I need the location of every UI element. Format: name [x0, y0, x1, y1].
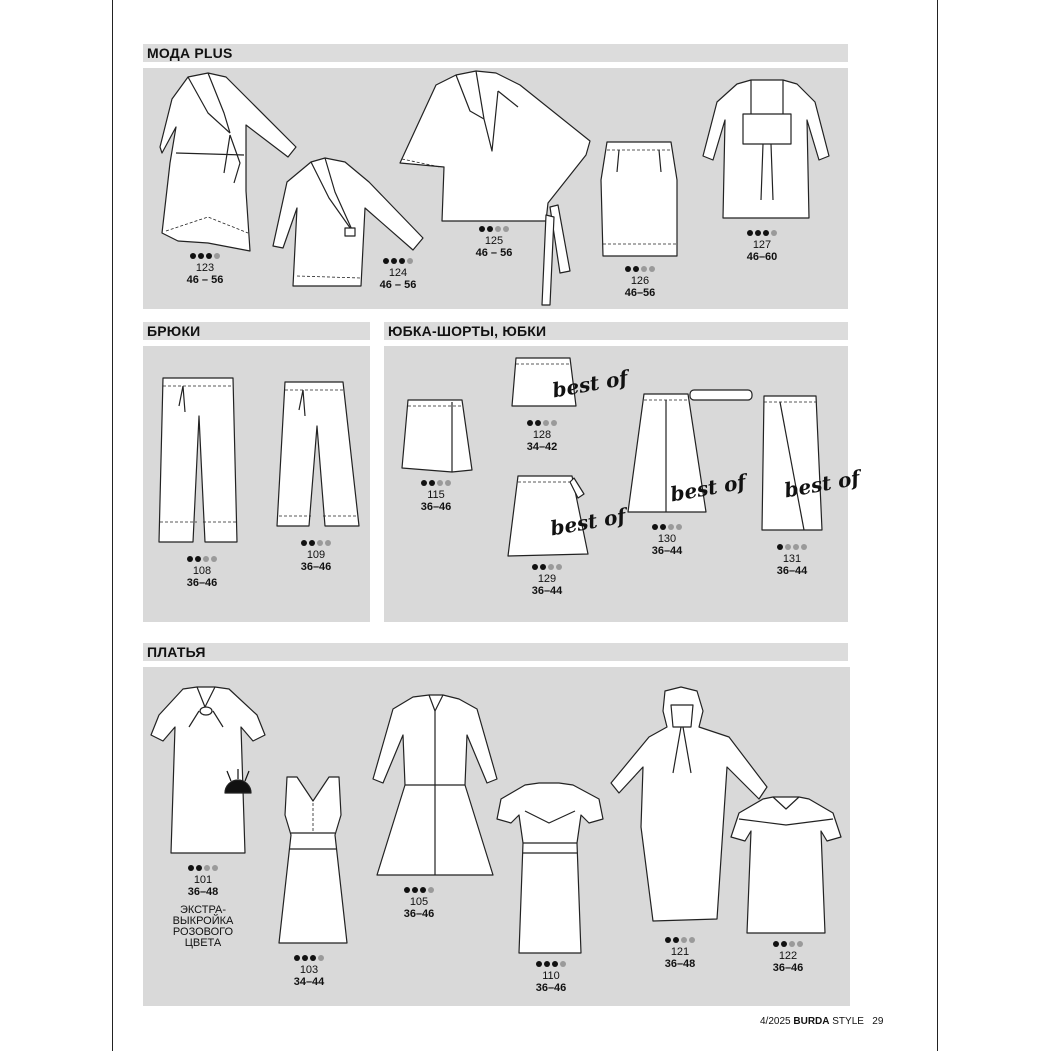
size-range: 36–46 [300, 561, 332, 573]
pattern-item-126[interactable] [605, 266, 675, 299]
difficulty-dot-icon [544, 961, 550, 967]
difficulty-dot-icon [302, 955, 308, 961]
difficulty-dot-icon [789, 941, 795, 947]
difficulty-dot-icon [309, 540, 315, 546]
difficulty-dot-icon [535, 420, 541, 426]
difficulty-dot-icon [552, 961, 558, 967]
difficulty-dot-icon [625, 266, 631, 272]
pattern-item-101[interactable] [168, 865, 238, 898]
difficulty-dot-icon [294, 955, 300, 961]
difficulty-dot-icon [203, 556, 209, 562]
extra-pattern-note: ЭКСТРА- ВЫКРОЙКА РОЗОВОГО ЦВЕТА [172, 904, 234, 949]
brand-name: BURDA [793, 1016, 830, 1027]
difficulty-dot-icon [428, 887, 434, 893]
size-range: 36–48 [187, 886, 219, 898]
difficulty-dots [727, 230, 797, 238]
difficulty-dot-icon [195, 556, 201, 562]
garment-sketch-122 [729, 797, 843, 937]
difficulty-dots [512, 564, 582, 572]
difficulty-dot-icon [206, 253, 212, 259]
garment-sketch-127 [703, 80, 833, 220]
difficulty-dots [168, 865, 238, 873]
model-number: 110 [542, 970, 560, 982]
difficulty-dots [459, 226, 529, 234]
pattern-item-121[interactable] [645, 937, 715, 970]
pattern-item-110[interactable] [516, 961, 586, 994]
difficulty-dot-icon [777, 544, 783, 550]
model-number: 131 [782, 553, 802, 565]
difficulty-dot-icon [660, 524, 666, 530]
section-title-platya: ПЛАТЬЯ [143, 643, 848, 661]
difficulty-dot-icon [188, 865, 194, 871]
model-number: 101 [193, 874, 213, 886]
difficulty-dot-icon [503, 226, 509, 232]
model-number: 115 [427, 489, 445, 501]
size-range: 36–46 [403, 908, 435, 920]
difficulty-dots [401, 480, 471, 488]
difficulty-dot-icon [689, 937, 695, 943]
pattern-item-125[interactable] [459, 226, 529, 259]
model-number: 129 [537, 573, 557, 585]
difficulty-dot-icon [665, 937, 671, 943]
difficulty-dot-icon [785, 544, 791, 550]
best-of-badge: best of [668, 469, 748, 507]
garment-sketch-109 [277, 380, 361, 530]
difficulty-dot-icon [487, 226, 493, 232]
difficulty-dot-icon [391, 258, 397, 264]
difficulty-dot-icon [773, 941, 779, 947]
pattern-item-103[interactable] [274, 955, 344, 988]
model-number: 130 [657, 533, 677, 545]
page-edge-left [112, 0, 113, 1051]
size-range: 46–56 [624, 287, 656, 299]
difficulty-dot-icon [747, 230, 753, 236]
difficulty-dot-icon [212, 865, 218, 871]
difficulty-dot-icon [420, 887, 426, 893]
best-of-badge: best of [548, 503, 628, 541]
difficulty-dot-icon [801, 544, 807, 550]
model-number: 108 [192, 565, 212, 577]
difficulty-dot-icon [781, 941, 787, 947]
difficulty-dot-icon [668, 524, 674, 530]
pattern-item-109[interactable] [281, 540, 351, 573]
difficulty-dots [507, 420, 577, 428]
model-number: 121 [670, 946, 690, 958]
model-number: 128 [532, 429, 552, 441]
difficulty-dot-icon [198, 253, 204, 259]
pattern-item-123[interactable] [170, 253, 240, 286]
difficulty-dot-icon [551, 420, 557, 426]
difficulty-dot-icon [548, 564, 554, 570]
page-edge-right [937, 0, 938, 1051]
panel-bryuki [143, 346, 370, 622]
garment-sketch-105 [369, 695, 499, 879]
garment-sketch-103 [277, 775, 349, 945]
difficulty-dot-icon [649, 266, 655, 272]
difficulty-dot-icon [755, 230, 761, 236]
difficulty-dots [170, 253, 240, 261]
difficulty-dot-icon [325, 540, 331, 546]
difficulty-dots [757, 544, 827, 552]
difficulty-dot-icon [310, 955, 316, 961]
difficulty-dot-icon [543, 420, 549, 426]
model-number: 127 [752, 239, 772, 251]
section-title-skirts: ЮБКА-ШОРТЫ, ЮБКИ [384, 322, 848, 340]
size-range: 34–42 [526, 441, 558, 453]
difficulty-dot-icon [540, 564, 546, 570]
page-number: 29 [872, 1016, 884, 1027]
difficulty-dot-icon [681, 937, 687, 943]
difficulty-dot-icon [676, 524, 682, 530]
issue-number: 4/2025 [760, 1016, 791, 1027]
panel-moda-plus [143, 68, 848, 309]
garment-sketch-115 [402, 398, 472, 474]
difficulty-dot-icon [301, 540, 307, 546]
difficulty-dot-icon [532, 564, 538, 570]
pattern-item-115[interactable] [401, 480, 471, 513]
difficulty-dots [516, 961, 586, 969]
difficulty-dot-icon [560, 961, 566, 967]
pattern-item-131[interactable] [757, 544, 827, 577]
difficulty-dot-icon [421, 480, 427, 486]
best-of-badge: best of [550, 365, 630, 403]
size-range: 36–46 [772, 962, 804, 974]
difficulty-dots [605, 266, 675, 274]
size-range: 46 – 56 [186, 274, 224, 286]
panel-skirts [384, 346, 862, 622]
brand-suffix: STYLE [832, 1016, 864, 1027]
difficulty-dot-icon [633, 266, 639, 272]
size-range: 36–48 [664, 958, 696, 970]
pattern-item-122[interactable] [753, 941, 823, 974]
model-number: 122 [778, 950, 798, 962]
difficulty-dot-icon [211, 556, 217, 562]
difficulty-dot-icon [527, 420, 533, 426]
difficulty-dot-icon [797, 941, 803, 947]
section-title-bryuki: БРЮКИ [143, 322, 370, 340]
model-number: 109 [306, 549, 326, 561]
difficulty-dot-icon [652, 524, 658, 530]
difficulty-dot-icon [536, 961, 542, 967]
size-range: 36–44 [531, 585, 563, 597]
model-number: 124 [388, 267, 408, 279]
difficulty-dot-icon [412, 887, 418, 893]
pattern-item-128[interactable] [507, 420, 577, 453]
difficulty-dots [281, 540, 351, 548]
difficulty-dots [384, 887, 454, 895]
model-number: 125 [484, 235, 504, 247]
difficulty-dot-icon [190, 253, 196, 259]
size-range: 36–46 [535, 982, 567, 994]
difficulty-dot-icon [318, 955, 324, 961]
garment-sketch-108 [159, 376, 239, 546]
model-number: 123 [195, 262, 215, 274]
difficulty-dot-icon [793, 544, 799, 550]
difficulty-dots [753, 941, 823, 949]
difficulty-dots [645, 937, 715, 945]
difficulty-dot-icon [445, 480, 451, 486]
difficulty-dot-icon [214, 253, 220, 259]
difficulty-dots [632, 524, 702, 532]
size-range: 36–44 [651, 545, 683, 557]
pattern-item-105[interactable] [384, 887, 454, 920]
garment-sketch-126 [601, 140, 681, 260]
garment-sketch-131 [760, 394, 824, 534]
size-range: 36–44 [776, 565, 808, 577]
model-number: 126 [630, 275, 650, 287]
difficulty-dot-icon [556, 564, 562, 570]
difficulty-dot-icon [187, 556, 193, 562]
garment-sketch-110 [495, 783, 605, 957]
difficulty-dot-icon [317, 540, 323, 546]
garment-sketch-125 [400, 71, 590, 306]
size-range: 34–44 [293, 976, 325, 988]
difficulty-dot-icon [196, 865, 202, 871]
section-title-moda-plus: МОДА PLUS [143, 44, 848, 62]
difficulty-dot-icon [763, 230, 769, 236]
pattern-item-129[interactable] [512, 564, 582, 597]
difficulty-dots [167, 556, 237, 564]
difficulty-dot-icon [495, 226, 501, 232]
pincushion-icon [223, 769, 253, 795]
pattern-item-127[interactable] [727, 230, 797, 263]
size-range: 46 – 56 [475, 247, 513, 259]
difficulty-dot-icon [641, 266, 647, 272]
size-range: 36–46 [420, 501, 452, 513]
difficulty-dot-icon [437, 480, 443, 486]
difficulty-dot-icon [771, 230, 777, 236]
panel-platya [143, 667, 850, 1006]
pattern-item-108[interactable] [167, 556, 237, 589]
page-footer [760, 1016, 883, 1027]
model-number: 103 [299, 964, 319, 976]
model-number: 105 [409, 896, 429, 908]
size-range: 46–60 [746, 251, 778, 263]
difficulty-dot-icon [204, 865, 210, 871]
difficulty-dot-icon [429, 480, 435, 486]
best-of-badge: best of [782, 465, 862, 503]
difficulty-dot-icon [479, 226, 485, 232]
difficulty-dots [274, 955, 344, 963]
difficulty-dot-icon [404, 887, 410, 893]
difficulty-dot-icon [383, 258, 389, 264]
difficulty-dot-icon [673, 937, 679, 943]
pattern-item-130[interactable] [632, 524, 702, 557]
size-range: 36–46 [186, 577, 218, 589]
size-range: 46 – 56 [379, 279, 417, 291]
